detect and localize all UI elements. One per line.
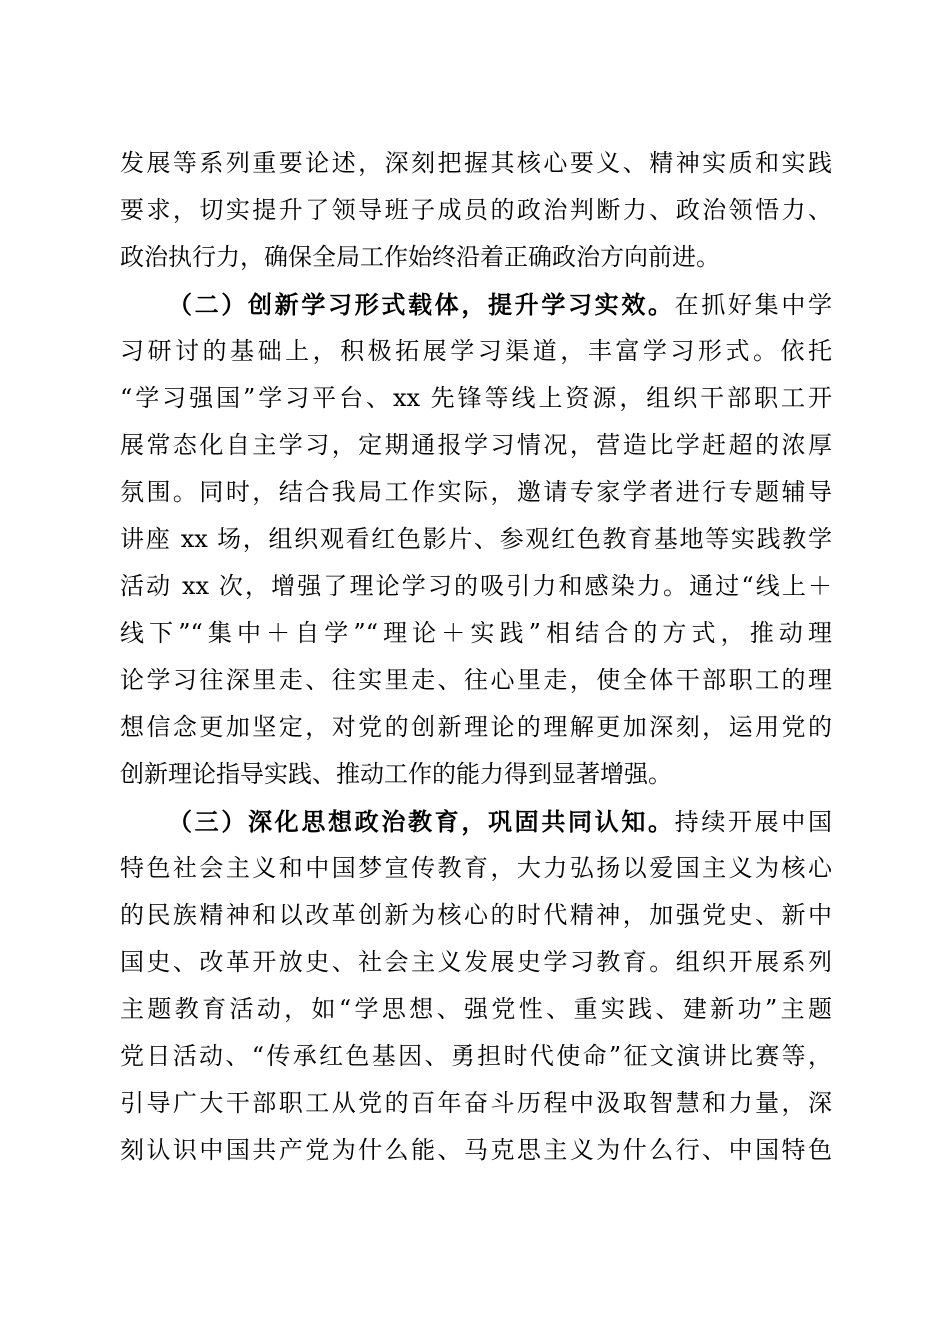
text-line: 发展等系列重要论述，深刻把握其核心要义、精神实质和实践 <box>120 149 832 177</box>
text-line: 活动 xx 次，增强了理论学习的吸引力和感染力。通过“线上＋ <box>120 572 832 600</box>
text-line <box>120 281 832 328</box>
section-heading: （三）深化思想政治教育，巩固共同认知。 <box>168 807 675 836</box>
text-line: 创新理论指导实践、推动工作的能力得到显著增强。 <box>120 760 672 788</box>
text-line: 党日活动、“传承红色基因、勇担时代使命”征文演讲比赛等， <box>120 1042 832 1070</box>
text-line: 讲座 xx 场，组织观看红色影片、参观红色教育基地等实践教学 <box>120 525 832 553</box>
text-line: 的民族精神和以改革创新为核心的时代精神，加强党史、新中 <box>120 901 832 929</box>
text-line: 习研讨的基础上，积极拓展学习渠道，丰富学习形式。依托 <box>120 337 832 365</box>
text-line: 展常态化自主学习，定期通报学习情况，营造比学赶超的浓厚 <box>120 431 832 459</box>
text-line: 想信念更加坚定，对党的创新理论的理解更加深刻，运用党的 <box>120 713 832 741</box>
text-line: 氛围。同时，结合我局工作实际，邀请专家学者进行专题辅导 <box>120 478 832 506</box>
text-line: 特色社会主义和中国梦宣传教育，大力弘扬以爱国主义为核心 <box>120 854 832 882</box>
text-span: 在抓好集中学 <box>674 291 833 319</box>
text-line: 线下”“集中＋自学”“理论＋实践”相结合的方式，推动理 <box>120 619 832 647</box>
section-heading: （二）创新学习形式载体，提升学习实效。 <box>168 290 675 319</box>
text-line <box>120 798 832 845</box>
document-body <box>120 140 832 1174</box>
text-line: 引导广大干部职工从党的百年奋斗历程中汲取智慧和力量，深 <box>120 1089 832 1117</box>
paragraph-2 <box>120 281 832 798</box>
text-line: 刻认识中国共产党为什么能、马克思主义为什么行、中国特色 <box>120 1136 832 1164</box>
text-line: 要求，切实提升了领导班子成员的政治判断力、政治领悟力、 <box>120 196 832 224</box>
text-line: 主题教育活动，如“学思想、强党性、重实践、建新功”主题 <box>120 995 832 1023</box>
paragraph-3 <box>120 798 832 1174</box>
paragraph-1 <box>120 140 832 281</box>
text-line: 国史、改革开放史、社会主义发展史学习教育。组织开展系列 <box>120 948 832 976</box>
text-line: “学习强国”学习平台、xx 先锋等线上资源，组织干部职工开 <box>120 384 832 412</box>
text-line: 论学习往深里走、往实里走、往心里走，使全体干部职工的理 <box>120 666 832 694</box>
text-line: 政治执行力，确保全局工作始终沿着正确政治方向前进。 <box>120 243 720 271</box>
text-span: 持续开展中国 <box>674 808 833 836</box>
